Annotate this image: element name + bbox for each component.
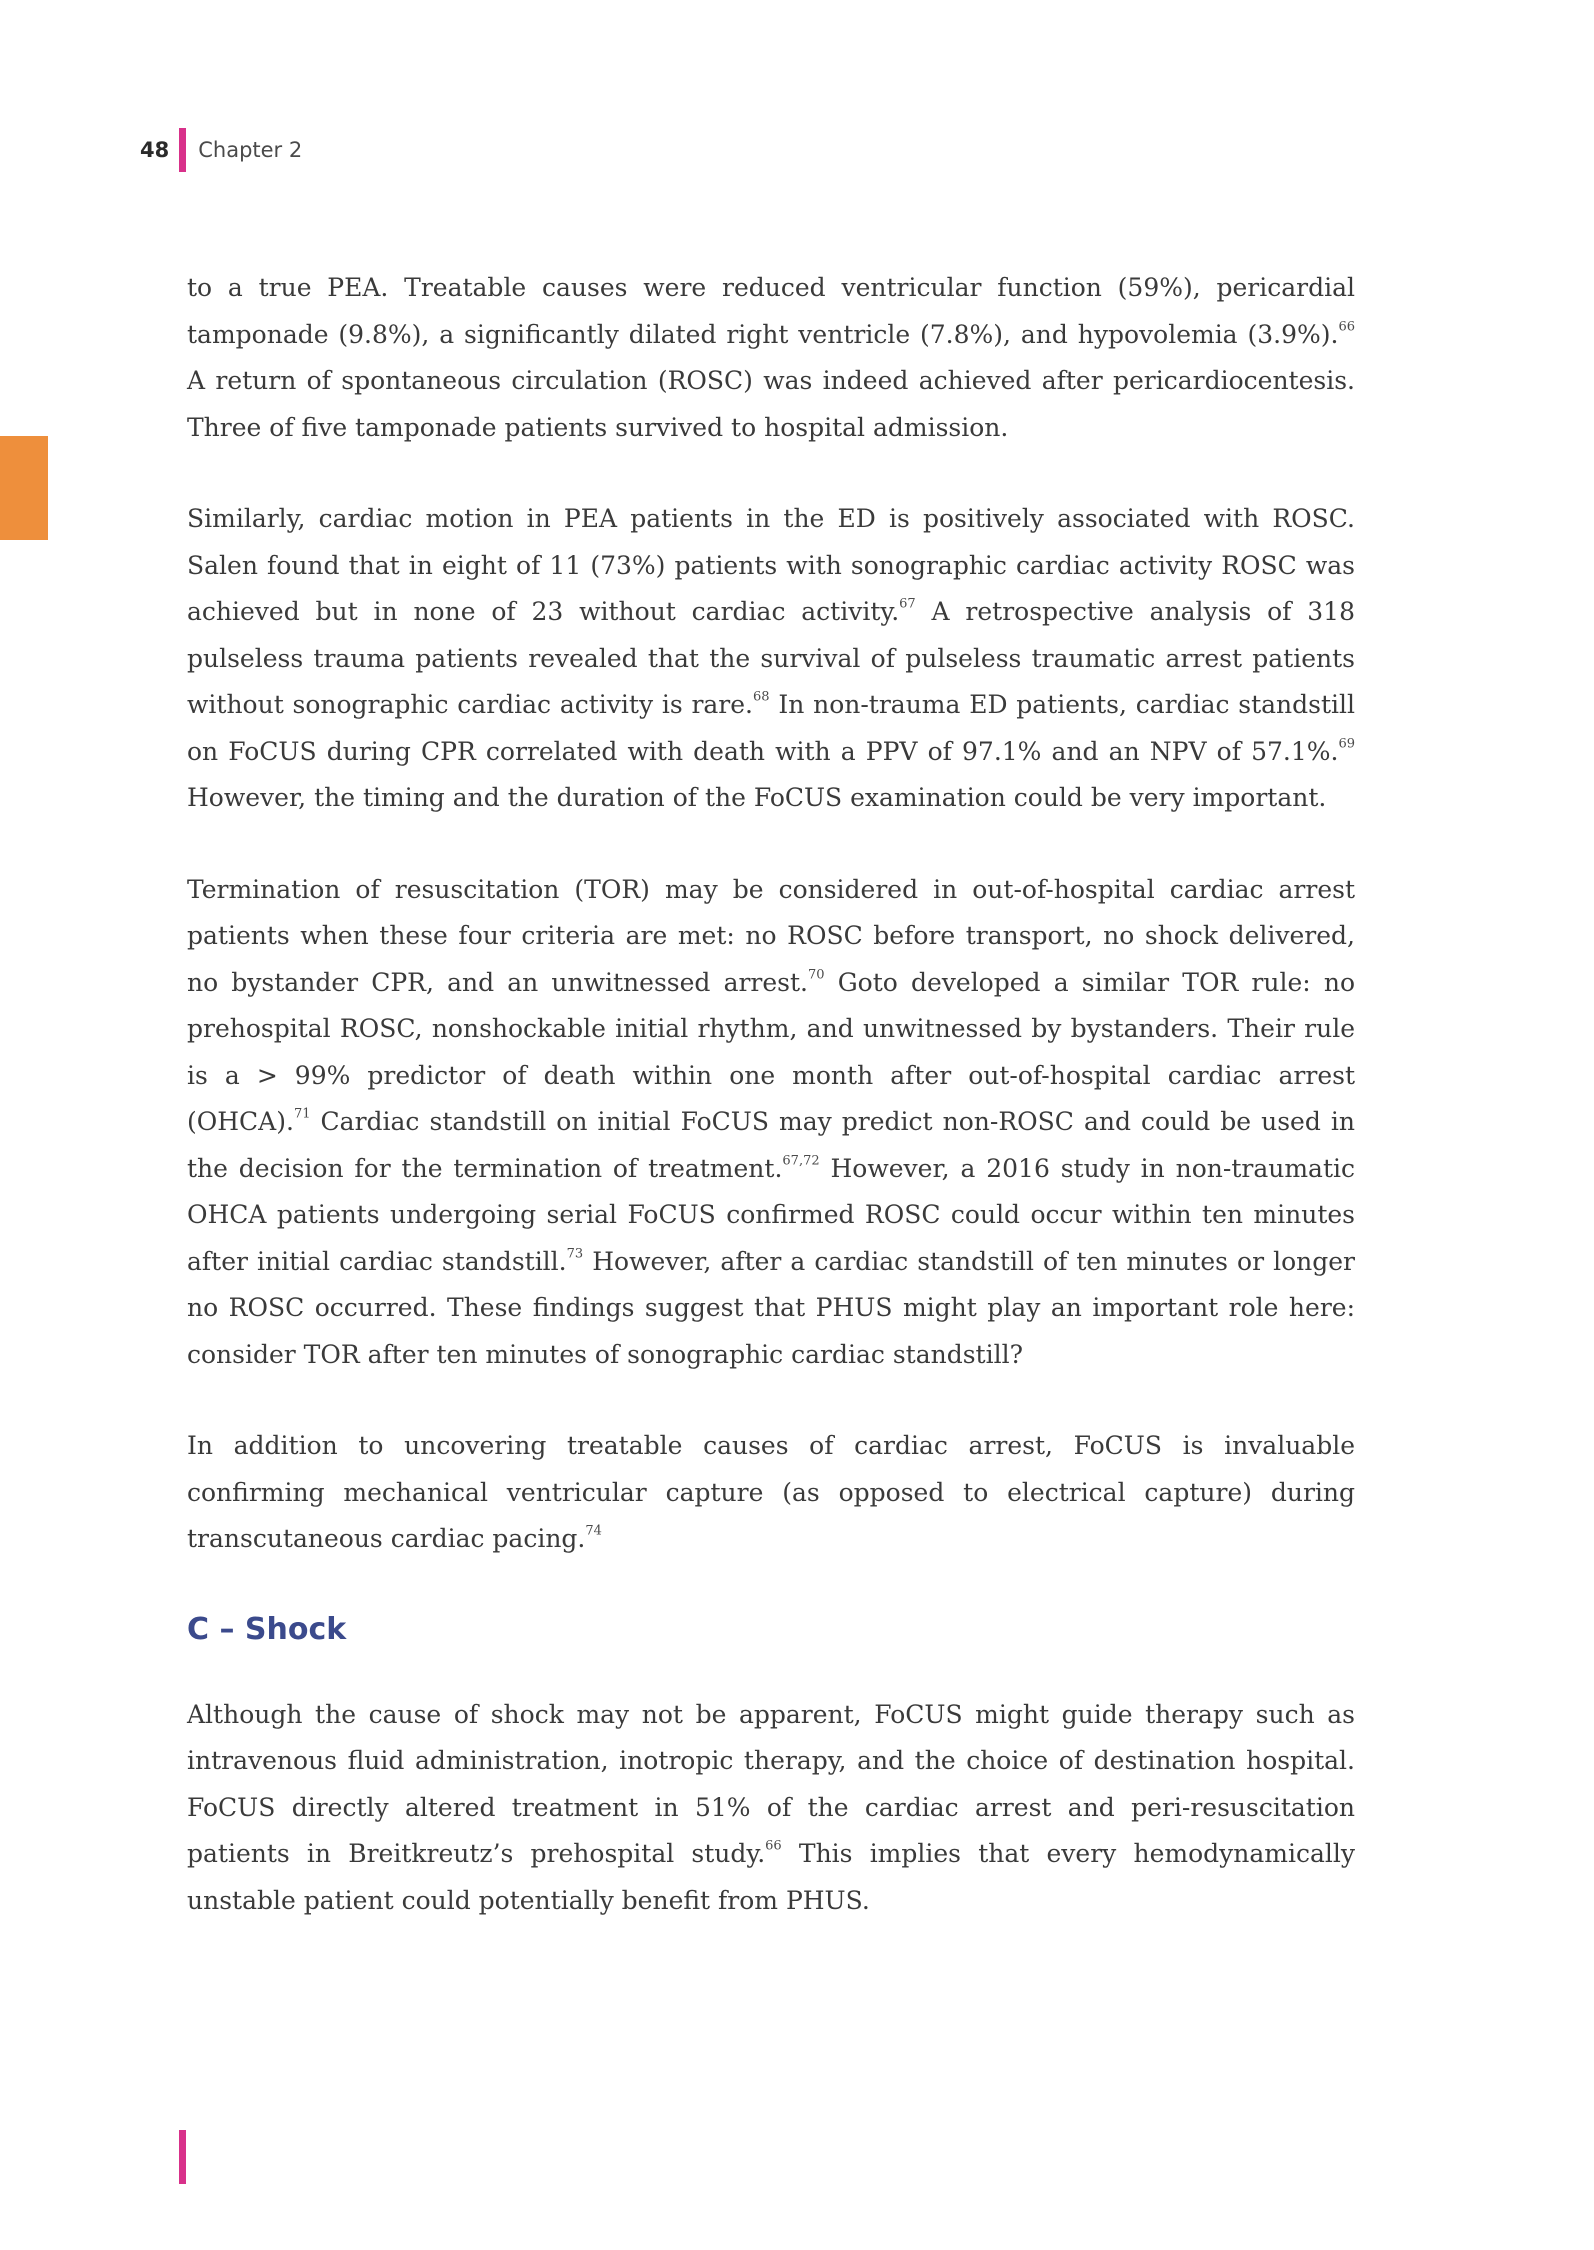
header-divider-bar [179, 128, 186, 172]
page-body [187, 265, 1355, 1969]
reference-superscript: 70 [808, 967, 825, 983]
chapter-label: Chapter 2 [198, 138, 303, 162]
text-segment: Although the cause of shock may not be apparent, FoCUS might guide therapy such as intravenous fluid administration, inotropic therapy, and the choice of destination hospital. FoCUS directly altered treatment in 51% of the cardiac arrest and peri-resuscitation patients in Breitkreutz’s prehospital study. [187, 1699, 1355, 1868]
text-segment: Termination of resuscitation (TOR) may be considered in out-of-hospital cardiac arrest patients when these four criteria are met: no ROSC before transport, no shock delivered, no bystander CPR, and an unwitnessed arrest. [187, 874, 1355, 997]
footer-bar [179, 2130, 186, 2184]
paragraph-tpea [187, 265, 1355, 451]
text-segment: A return of spontaneous circulation (ROSC) was indeed achieved after pericardiocentesis. Three of five tamponade patients survived to hospital admission. [187, 366, 1355, 442]
text-segment: Goto developed a similar TOR rule: no prehospital ROSC, nonshockable initial rhythm, and unwitnessed by bystanders. Their rule is a > 99% predictor of death within one month after out-of-hospital cardiac arrest (OHCA). [187, 967, 1356, 1136]
text-segment: This implies that every hemodynamically unstable patient could potentially benefit from PHUS. [187, 1839, 1355, 1915]
page-number: 48 [140, 138, 170, 162]
text-segment: However, a 2016 study in non-traumatic OHCA patients undergoing serial FoCUS confirmed ROSC could occur within ten minutes after initial cardiac standstill. [187, 1153, 1355, 1276]
reference-superscript: 67 [899, 596, 916, 612]
reference-superscript: 71 [293, 1106, 311, 1122]
chapter-side-tab [0, 436, 48, 540]
reference-superscript: 74 [585, 1523, 602, 1539]
reference-superscript: 73 [566, 1246, 584, 1262]
reference-superscript: 66 [765, 1838, 782, 1854]
paragraph-shock [187, 1692, 1355, 1925]
text-segment: However, after a cardiac standstill of ten minutes or longer no ROSC occurred. These findings suggest that PHUS might play an important role here: consider TOR after ten minutes of sonographic cardiac standstill? [187, 1246, 1355, 1369]
reference-superscript: 66 [1338, 319, 1355, 335]
reference-superscript: 68 [753, 689, 770, 705]
text-segment: A retrospective analysis of 318 pulseless trauma patients revealed that the survival of pulseless traumatic arrest patients without sonographic cardiac activity is rare. [187, 597, 1355, 719]
paragraph-cardiac-motion [187, 496, 1355, 822]
text-segment: However, the timing and the duration of the FoCUS examination could be very important. [187, 783, 1327, 812]
paragraph-termination [187, 867, 1355, 1379]
text-segment: In non-trauma ED patients, cardiac standstill on FoCUS during CPR correlated with death with a PPV of 97.1% and an NPV of 57.1%. [187, 690, 1356, 766]
text-segment: Cardiac standstill on initial FoCUS may predict non-ROSC and could be used in the decision for the termination of treatment. [187, 1107, 1355, 1183]
reference-superscript: 67,72 [782, 1153, 820, 1169]
section-heading-shock: C – Shock [187, 1611, 347, 1647]
running-header [140, 128, 302, 172]
text-segment: In addition to uncovering treatable causes of cardiac arrest, FoCUS is invaluable confirming mechanical ventricular capture (as opposed to electrical capture) during transcutaneous cardiac pacing. [187, 1431, 1355, 1553]
paragraph-pacing [187, 1423, 1355, 1563]
reference-superscript: 69 [1338, 736, 1355, 752]
text-segment: to a true PEA. Treatable causes were reduced ventricular function (59%), pericardial tamponade (9.8%), a significantly dilated right ventricle (7.8%), and hypovolemia (3.9%). [187, 273, 1355, 349]
text-segment: Similarly, cardiac motion in PEA patients in the ED is positively associated with ROSC. Salen found that in eight of 11 (73%) patients with sonographic cardiac activity ROSC was achieved but in none of 23 without cardiac activity. [187, 504, 1355, 626]
